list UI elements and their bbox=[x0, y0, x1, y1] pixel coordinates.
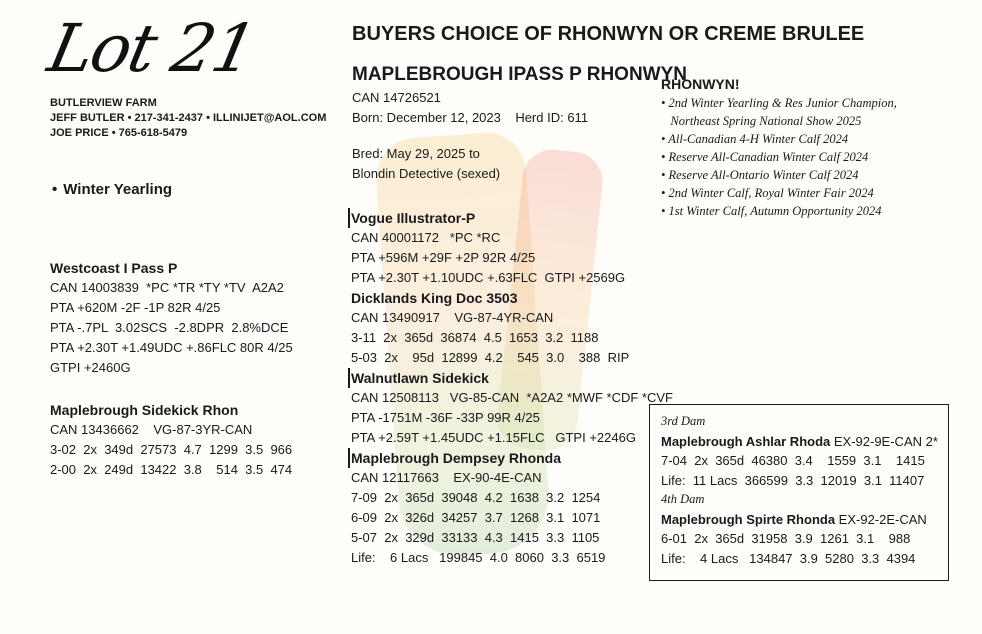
bullet-icon: • bbox=[52, 181, 58, 198]
pedigree-line: PTA -1751M -36F -33P 99R 4/25 bbox=[351, 410, 540, 425]
honor-item: • Reserve All-Canadian Winter Calf 2024 bbox=[661, 150, 869, 164]
bred-date: Bred: May 29, 2025 to bbox=[352, 146, 480, 161]
class-label bbox=[52, 181, 172, 198]
pedigree-line: CAN 40001172 *PC *RC bbox=[351, 230, 501, 245]
headline: BUYERS CHOICE OF RHONWYN OR CREME BRULEE bbox=[352, 23, 865, 45]
pedigree-ancestor-name: Maplebrough Dempsey Rhonda bbox=[348, 448, 673, 468]
sire-line: PTA +2.30T +1.49UDC +.86FLC 80R 4/25 bbox=[50, 340, 293, 355]
animal-name: MAPLEBROUGH IPASS P RHONWYN bbox=[352, 64, 687, 85]
sire-name: Westcoast I Pass P bbox=[50, 260, 178, 276]
third-dam-record: 7-04 2x 365d 46380 3.4 1559 3.1 1415 bbox=[661, 453, 925, 468]
pedigree-ancestor-name: Dicklands King Doc 3503 bbox=[351, 290, 518, 306]
third-dam-record: Life: 11 Lacs 366599 3.3 12019 3.1 11407 bbox=[661, 472, 925, 488]
dam-line: 3-02 2x 349d 27573 4.7 1299 3.5 966 bbox=[50, 442, 293, 457]
honor-item: • Reserve All-Ontario Winter Calf 2024 bbox=[661, 168, 859, 182]
pedigree-line: PTA +2.59T +1.45UDC +1.15FLC GTPI +2246G bbox=[351, 430, 636, 445]
pedigree-line: 3-11 2x 365d 36874 4.5 1653 3.2 1188 bbox=[351, 330, 599, 345]
honor-item: • 2nd Winter Yearling & Res Junior Champion, bbox=[661, 96, 897, 110]
pedigree-line: PTA +2.30T +1.10UDC +.63FLC GTPI +2569G bbox=[351, 270, 626, 285]
consignor-contact-2: JOE PRICE • 765-618-5479 bbox=[50, 127, 188, 139]
dam-line: CAN 13436662 VG-87-3YR-CAN bbox=[50, 422, 253, 437]
sire-line: PTA +620M -2F -1P 82R 4/25 bbox=[50, 300, 221, 315]
fourth-dam-label: 4th Dam bbox=[661, 492, 705, 506]
honor-item: • All-Canadian 4-H Winter Calf 2024 bbox=[661, 132, 849, 146]
pedigree-line: 5-07 2x 329d 33133 4.3 1415 3.3 1105 bbox=[351, 530, 600, 545]
honors-title: RHONWYN! bbox=[661, 76, 740, 92]
sire-line: PTA -.7PL 3.02SCS -2.8DPR 2.8%DCE bbox=[50, 320, 289, 335]
lot-title: Lot 21 bbox=[41, 10, 262, 87]
pedigree-ancestor-name: Vogue Illustrator-P bbox=[348, 208, 673, 228]
pedigree-ancestor-name: Walnutlawn Sidekick bbox=[348, 368, 673, 388]
farm-name: BUTLERVIEW FARM bbox=[50, 97, 157, 109]
pedigree-block bbox=[351, 208, 673, 568]
pedigree-line: CAN 12117663 EX-90-4E-CAN bbox=[351, 470, 542, 485]
pedigree-line: 7-09 2x 365d 39048 4.2 1638 3.2 1254 bbox=[351, 490, 601, 505]
honor-item: Northeast Spring National Show 2025 bbox=[661, 114, 862, 128]
bred-sire: Blondin Detective (sexed) bbox=[352, 166, 501, 181]
fourth-dam-record: 6-01 2x 365d 31958 3.9 1261 3.1 988 bbox=[661, 531, 911, 546]
dam-block bbox=[50, 400, 292, 480]
honor-item: • 2nd Winter Calf, Royal Winter Fair 2024 bbox=[661, 186, 874, 200]
pedigree-line: 6-09 2x 326d 34257 3.7 1268 3.1 1071 bbox=[351, 510, 601, 525]
honor-item: • 1st Winter Calf, Autumn Opportunity 2024 bbox=[661, 204, 882, 218]
pedigree-line: CAN 12508113 VG-85-CAN *A2A2 *MWF *CDF *CVF bbox=[351, 390, 673, 405]
honors-list bbox=[661, 94, 897, 220]
animal-ident bbox=[352, 88, 588, 128]
breeding-info bbox=[352, 144, 500, 184]
pedigree-line: 5-03 2x 95d 12899 4.2 545 3.0 388 RIP bbox=[351, 350, 630, 365]
sire-line: CAN 14003839 *PC *TR *TY *TV A2A2 bbox=[50, 280, 284, 295]
animal-born: Born: December 12, 2023 Herd ID: 611 bbox=[352, 110, 589, 125]
pedigree-line: CAN 13490917 VG-87-4YR-CAN bbox=[351, 310, 554, 325]
sire-line: GTPI +2460G bbox=[50, 360, 131, 375]
dams-box-content bbox=[661, 412, 938, 568]
third-dam-class: EX-92-9E-CAN 2* bbox=[830, 433, 938, 449]
consignor-info bbox=[50, 96, 326, 141]
sire-block bbox=[50, 258, 293, 378]
fourth-dam-class: EX-92-2E-CAN bbox=[835, 511, 927, 527]
animal-reg: CAN 14726521 bbox=[352, 90, 441, 105]
pedigree-line: Life: 6 Lacs 199845 4.0 8060 3.3 6519 bbox=[351, 550, 606, 565]
fourth-dam-record: Life: 4 Lacs 134847 3.9 5280 3.3 4394 bbox=[661, 550, 916, 566]
consignor-contact-1: JEFF BUTLER • 217-341-2437 • ILLINIJET@AOL.COM bbox=[50, 112, 327, 124]
dam-name: Maplebrough Sidekick Rhon bbox=[50, 402, 239, 418]
dam-line: 2-00 2x 249d 13422 3.8 514 3.5 474 bbox=[50, 462, 293, 477]
class-text: Winter Yearling bbox=[63, 181, 173, 198]
third-dam-label: 3rd Dam bbox=[661, 414, 706, 428]
pedigree-line: PTA +596M +29F +2P 92R 4/25 bbox=[351, 250, 536, 265]
third-dam-name: Maplebrough Ashlar Rhoda bbox=[661, 433, 831, 449]
fourth-dam-name: Maplebrough Spirte Rhonda bbox=[661, 511, 836, 527]
